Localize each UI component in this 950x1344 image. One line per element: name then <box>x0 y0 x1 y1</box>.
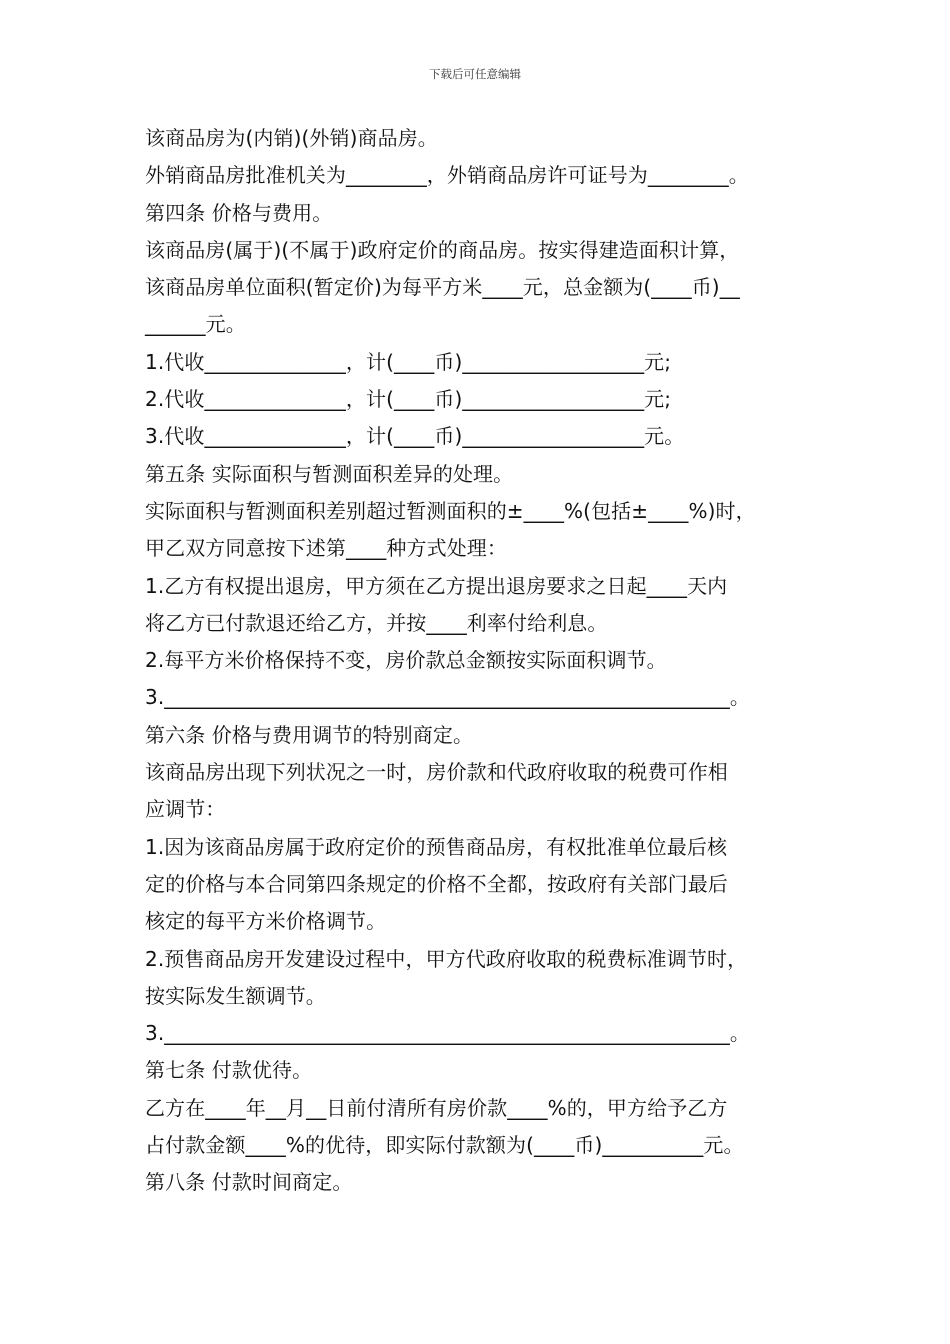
paragraph-line: 实际面积与暂测面积差别超过暂测面积的±____%(包括±____%)时， <box>145 498 756 523</box>
paragraph-line: 定的价格与本合同第四条规定的价格不全都，按政府有关部门最后 <box>145 871 728 896</box>
paragraph-line: 该商品房单位面积(暂定价)为每平方米____元，总金额为(____币)__ <box>145 275 740 300</box>
paragraph-line: 核定的每平方米价格调节。 <box>145 909 387 934</box>
paragraph-line: 按实际发生额调节。 <box>145 983 326 1008</box>
list-item: 1.代收______________，计(____币)__________________元; <box>145 349 672 374</box>
list-item: 2.代收______________，计(____币)__________________元; <box>145 387 672 412</box>
paragraph-line: 该商品房为(内销)(外销)商品房。 <box>145 126 438 150</box>
list-item: 2.每平方米价格保持不变，房价款总金额按实际面积调节。 <box>145 648 667 673</box>
list-item: 3.代收______________，计(____币)__________________元。 <box>145 424 685 449</box>
paragraph-line: 甲乙双方同意按下述第____种方式处理： <box>145 536 507 561</box>
article-heading: 第五条 实际面积与暂测面积差异的处理。 <box>145 461 514 486</box>
list-item: 2.预售商品房开发建设过程中，甲方代政府收取的税费标准调节时， <box>145 946 748 971</box>
article-heading: 第六条 价格与费用调节的特别商定。 <box>145 722 474 747</box>
paragraph-line: 外销商品房批准机关为________，外销商品房许可证号为________。 <box>145 163 749 188</box>
list-item: 1.乙方有权提出退房，甲方须在乙方提出退房要求之日起____天内 <box>145 573 728 598</box>
paragraph-line: 该商品房(属于)(不属于)政府定价的商品房。按实得建造面积计算， <box>145 237 740 262</box>
paragraph-line: 乙方在____年__月__日前付清所有房价款____%的，甲方给予乙方 <box>145 1095 728 1120</box>
article-heading: 第四条 价格与费用。 <box>145 200 333 225</box>
paragraph-line: 占付款金额____%的优待，即实际付款额为(____币)__________元。 <box>145 1133 744 1158</box>
paragraph-line: 应调节： <box>145 797 226 822</box>
paragraph-line: 将乙方已付款退还给乙方，并按____利率付给利息。 <box>145 610 608 635</box>
article-heading: 第七条 付款优待。 <box>145 1058 313 1083</box>
paragraph-line: 该商品房出现下列状况之一时，房价款和代政府收取的税费可作相 <box>145 760 728 785</box>
list-item: 1.因为该商品房属于政府定价的预售商品房，有权批准单位最后核 <box>145 834 728 859</box>
paragraph-line: ______元。 <box>145 312 246 337</box>
article-heading: 第八条 付款时间商定。 <box>145 1170 353 1195</box>
document-body <box>145 120 835 1202</box>
list-item: 3.________________________________________________________。 <box>145 1021 750 1046</box>
page-header: 下载后可任意编辑 <box>429 67 521 81</box>
list-item: 3.________________________________________________________。 <box>145 685 750 710</box>
